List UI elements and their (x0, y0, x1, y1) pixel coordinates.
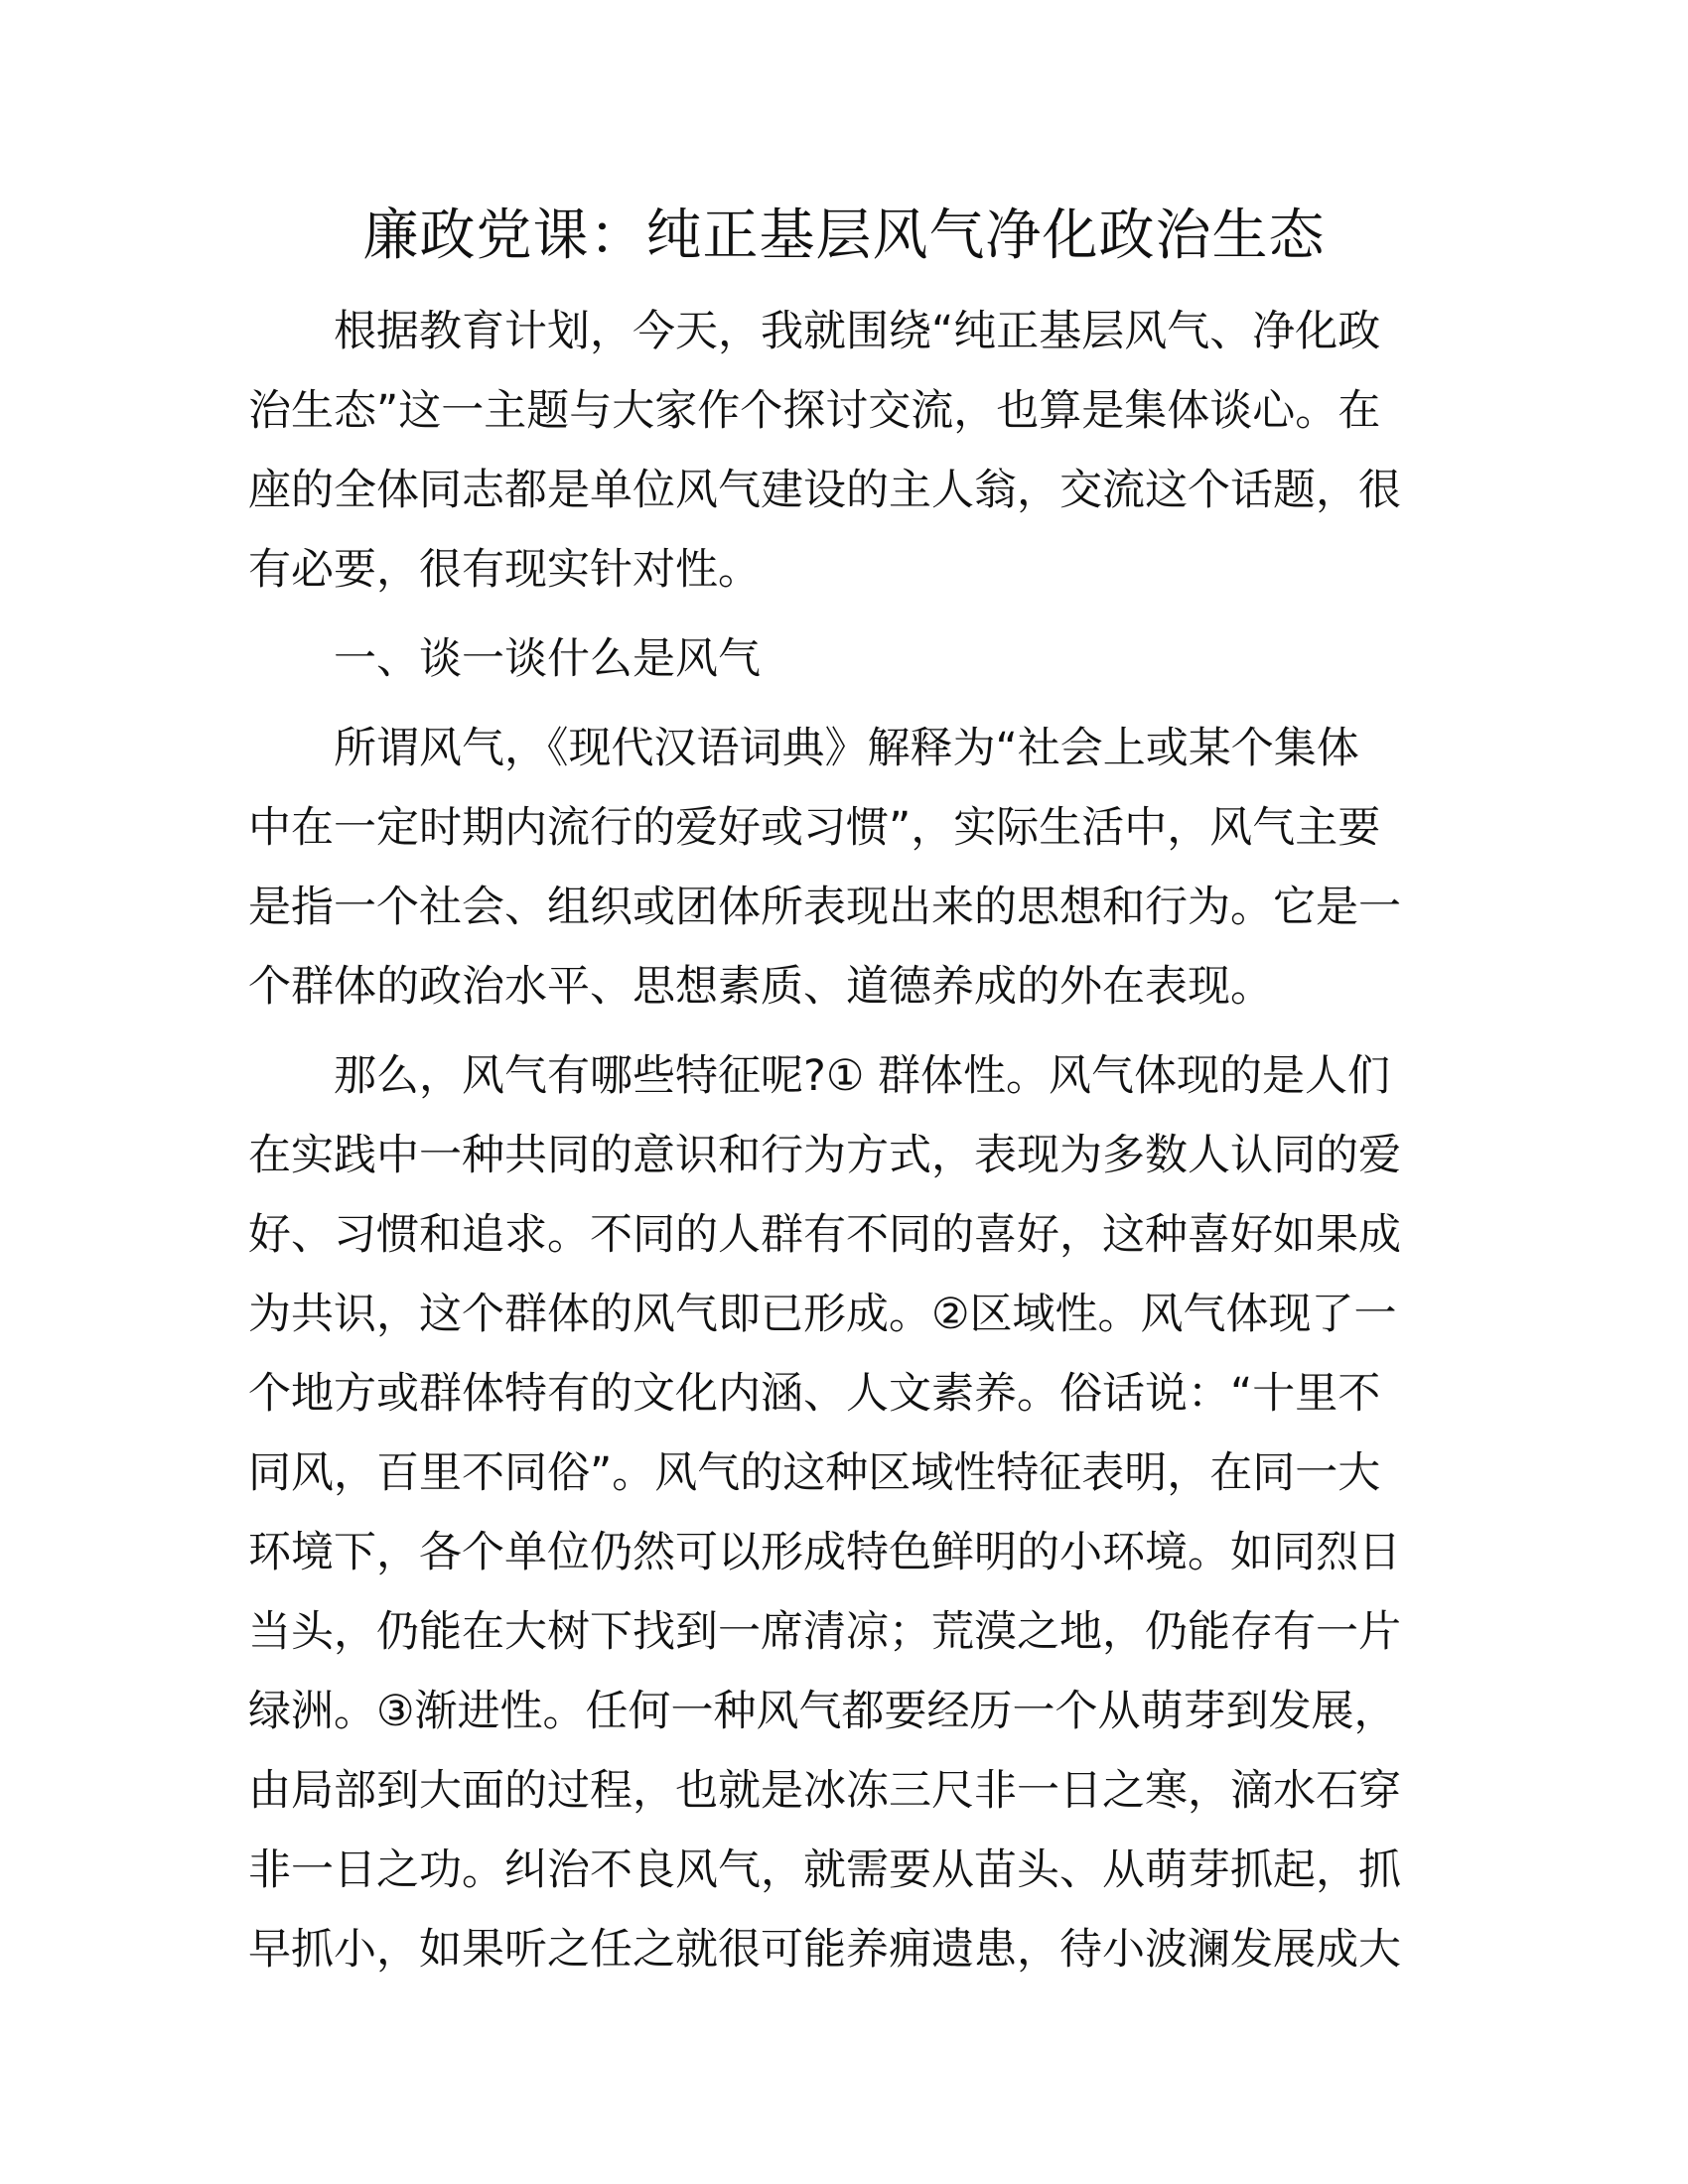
paragraph-line: 非一日之功。纠治不良风气，就需要从苗头、从萌芽抓起，抓 (248, 1845, 1401, 1895)
section-heading: 一、谈一谈什么是风气 (334, 634, 761, 684)
paragraph-line: 治生态”这一主题与大家作个探讨交流，也算是集体谈心。在 (248, 386, 1381, 436)
paragraph-line: 有必要，很有现实针对性。 (248, 545, 761, 595)
paragraph-line: 那么，风气有哪些特征呢?① 群体性。风气体现的是人们 (334, 1051, 1391, 1101)
paragraph-line: 绿洲。③渐进性。任何一种风气都要经历一个从萌芽到发展， (248, 1687, 1397, 1736)
paragraph-line: 根据教育计划，今天，我就围绕“纯正基层风气、净化政 (334, 307, 1381, 356)
paragraph-line: 座的全体同志都是单位风气建设的主人翁，交流这个话题，很 (248, 466, 1401, 515)
paragraph-line: 好、习惯和追求。不同的人群有不同的喜好，这种喜好如果成 (248, 1210, 1401, 1260)
paragraph-line: 早抓小，如果听之任之就很可能养痈遗患，待小波澜发展成大 (248, 1925, 1401, 1975)
paragraph-line: 是指一个社会、组织或团体所表现出来的思想和行为。它是一 (248, 883, 1401, 932)
paragraph-line: 个群体的政治水平、思想素质、道德养成的外在表现。 (248, 962, 1273, 1012)
paragraph-line: 所谓风气，《现代汉语词典》解释为“社会上或某个集体 (334, 724, 1359, 773)
document-title: 廉政党课：纯正基层风气净化政治生态 (362, 204, 1326, 268)
paragraph-line: 由局部到大面的过程，也就是冰冻三尺非一日之寒，滴水石穿 (248, 1766, 1401, 1816)
paragraph-line: 环境下，各个单位仍然可以形成特色鲜明的小环境。如同烈日 (248, 1528, 1401, 1577)
paragraph-line: 中在一定时期内流行的爱好或习惯”，实际生活中，风气主要 (248, 803, 1381, 853)
paragraph-line: 当头，仍能在大树下找到一席清凉；荒漠之地，仍能存有一片 (248, 1607, 1401, 1657)
paragraph-line: 个地方或群体特有的文化内涵、人文素养。俗话说：“十里不 (248, 1369, 1381, 1419)
paragraph-line: 为共识，这个群体的风气即已形成。②区域性。风气体现了一 (248, 1290, 1397, 1339)
paragraph-line: 同风，百里不同俗”。风气的这种区域性特征表明，在同一大 (248, 1448, 1381, 1498)
paragraph-line: 在实践中一种共同的意识和行为方式，表现为多数人认同的爱 (248, 1131, 1401, 1180)
